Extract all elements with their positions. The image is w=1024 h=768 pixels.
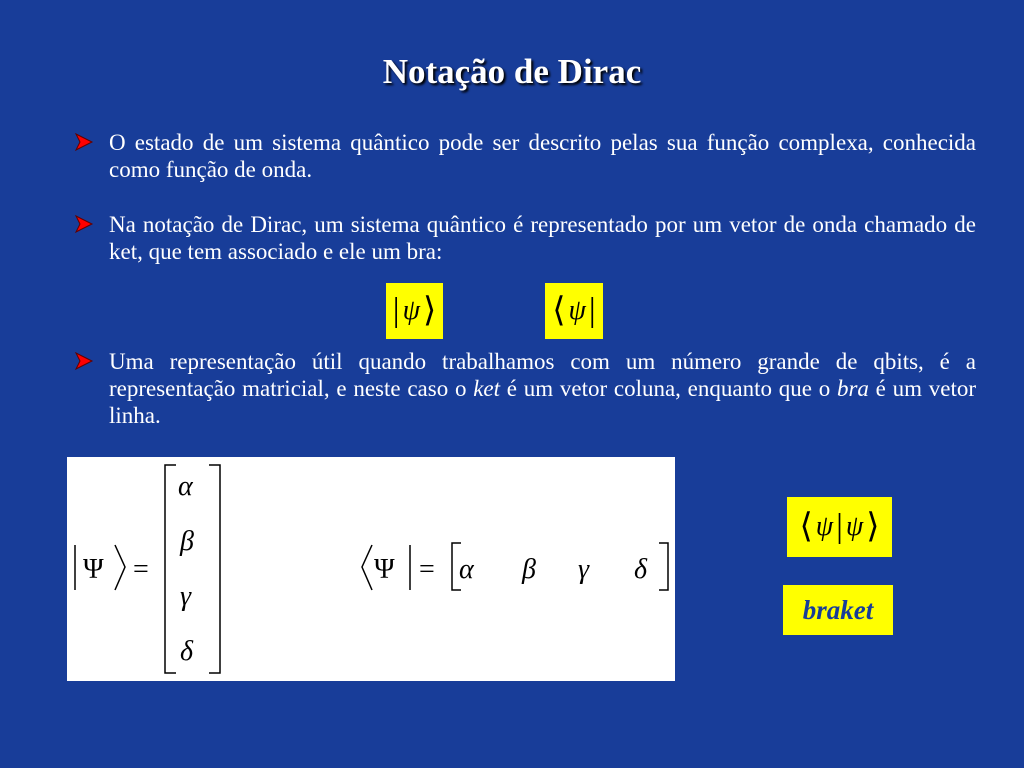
arrow-bullet-icon: [72, 348, 96, 375]
ket-term: ket: [473, 376, 501, 401]
row-entry: γ: [578, 554, 590, 585]
column-left-bracket: [165, 465, 176, 673]
arrow-bullet-icon: [72, 129, 96, 156]
bullet-item: [72, 211, 976, 265]
bullet-item: [72, 129, 976, 183]
ket-notation: | ψ ⟩: [386, 283, 443, 339]
ket-angle: [115, 545, 125, 590]
column-entry: δ: [180, 636, 194, 667]
row-entry: α: [459, 554, 474, 585]
bra-psi-symbol: Ψ: [374, 554, 395, 585]
row-entry: β: [522, 554, 536, 585]
row-right-bracket: [659, 543, 668, 590]
ket-psi-symbol: Ψ: [83, 554, 104, 585]
bra-term: bra: [836, 376, 869, 401]
bra-equals: =: [419, 554, 435, 585]
bra-angle: [362, 545, 372, 590]
braket-notation: ⟨ ψ | ψ ⟩: [787, 497, 892, 557]
bra-symbol: ψ: [568, 295, 586, 326]
matrix-representation: [67, 457, 675, 681]
braket-label: braket: [783, 585, 893, 635]
arrow-bullet-icon: [72, 211, 96, 238]
bullet-item: [72, 348, 976, 429]
row-entry: δ: [634, 554, 648, 585]
bullet-text: Na notação de Dirac, um sistema quântico é representado por um vetor de onda chamado de ket, que tem associado e ele um bra:: [109, 212, 976, 264]
column-right-bracket: [209, 465, 220, 673]
braket-bra-symbol: ψ: [815, 511, 834, 542]
column-entry: γ: [180, 581, 192, 612]
column-entry: α: [178, 471, 193, 502]
bullet-text: O estado de um sistema quântico pode ser descrito pelas sua função complexa, conhecida como função de onda.: [109, 130, 976, 182]
slide-title: Notação de Dirac: [382, 52, 642, 91]
column-entry: β: [180, 526, 194, 557]
ket-equals: =: [133, 554, 149, 585]
ket-symbol: ψ: [402, 295, 420, 326]
braket-ket-symbol: ψ: [845, 511, 864, 542]
bra-notation: ⟨ ψ |: [545, 283, 603, 339]
bullet-text: Uma representação útil quando trabalhamos com um número grande de qbits, é a representação matricial, e neste caso o ket é um vetor coluna, enquanto que o bra é um vetor linha.: [109, 349, 977, 428]
